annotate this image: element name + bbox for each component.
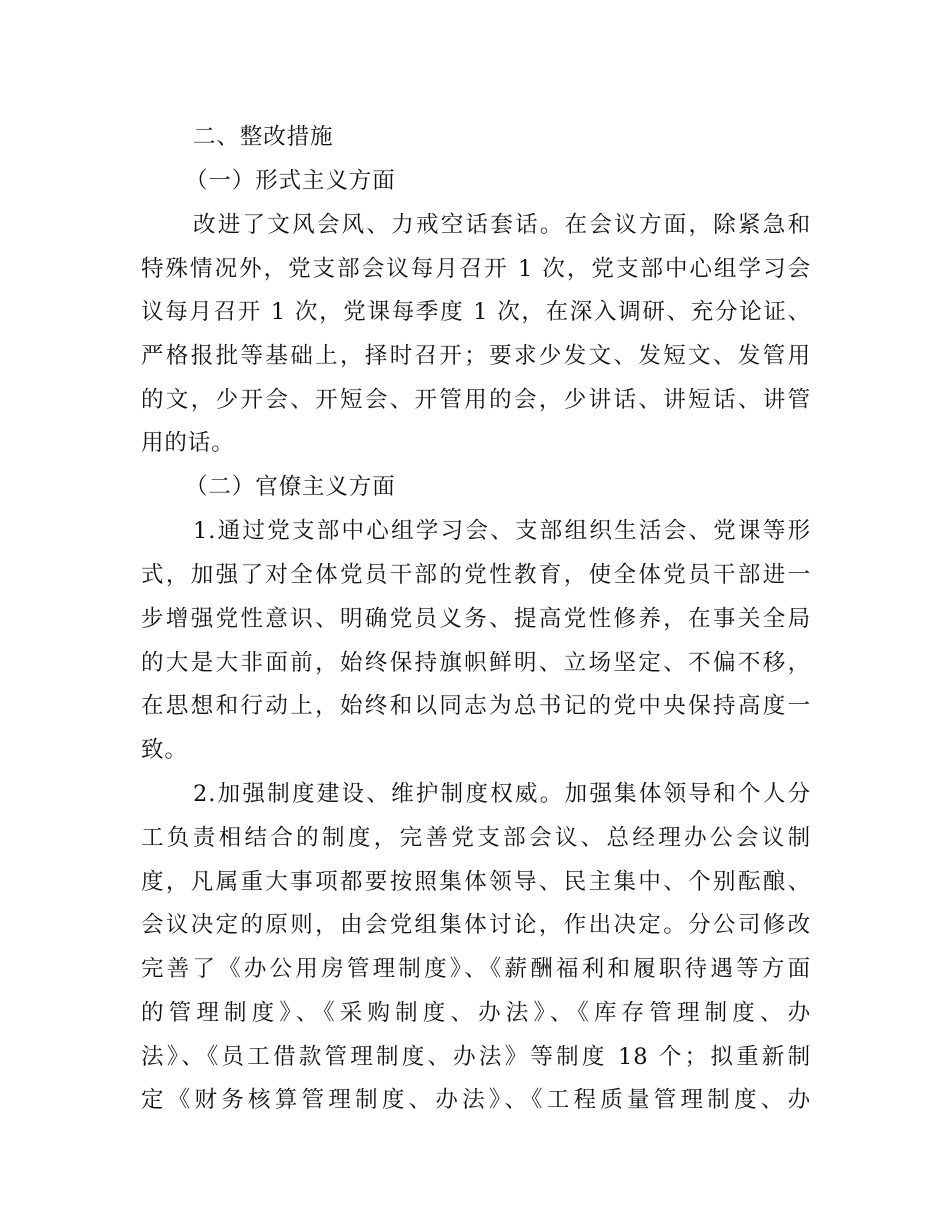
paragraph-line: 用的话。 — [141, 430, 235, 456]
paragraph-line: 严格报批等基础上，择时召开；要求少发文、发短文、发管用 — [141, 343, 811, 369]
paragraph-line: 的管理制度》、《采购制度、办法》、《库存管理制度、办 — [141, 1000, 811, 1026]
subsection-heading: （一）形式主义方面 — [185, 168, 396, 194]
paragraph-line: 致。 — [141, 737, 188, 763]
paragraph-line: 特殊情况外，党支部会议每月召开 1 次，党支部中心组学习会 — [141, 256, 811, 282]
paragraph-line: 1.通过党支部中心组学习会、支部组织生活会、党课等形 — [193, 518, 811, 544]
paragraph-line: 度，凡属重大事项都要按照集体领导、民主集中、个别酝酿、 — [141, 869, 811, 895]
paragraph-line: 式，加强了对全体党员干部的党性教育，使全体党员干部进一 — [141, 562, 811, 588]
paragraph-line: 议每月召开 1 次，党课每季度 1 次，在深入调研、充分论证、 — [141, 299, 811, 325]
paragraph-line: 改进了文风会风、力戒空话套话。在会议方面，除紧急和 — [193, 212, 811, 238]
paragraph-line: 2.加强制度建设、维护制度权威。加强集体领导和个人分 — [193, 781, 811, 807]
paragraph-line: 完善了《办公用房管理制度》、《薪酬福利和履职待遇等方面 — [141, 956, 811, 982]
paragraph-line: 步增强党性意识、明确党员义务、提高党性修养，在事关全局 — [141, 606, 811, 632]
paragraph-line: 工负责相结合的制度，完善党支部会议、总经理办公会议制 — [141, 825, 811, 851]
paragraph-line: 法》、《员工借款管理制度、办法》等制度 18 个；拟重新制 — [141, 1044, 811, 1070]
subsection-heading: （二）官僚主义方面 — [185, 474, 396, 500]
paragraph-line: 的大是大非面前，始终保持旗帜鲜明、立场坚定、不偏不移， — [141, 650, 811, 676]
paragraph-line: 会议决定的原则，由会党组集体讨论，作出决定。分公司修改 — [141, 912, 811, 938]
section-heading: 二、整改措施 — [193, 124, 334, 150]
paragraph-line: 定《财务核算管理制度、办法》、《工程质量管理制度、办 — [141, 1087, 811, 1113]
paragraph-line: 在思想和行动上，始终和以同志为总书记的党中央保持高度一 — [141, 693, 811, 719]
paragraph-line: 的文，少开会、开短会、开管用的会，少讲话、讲短话、讲管 — [141, 387, 811, 413]
